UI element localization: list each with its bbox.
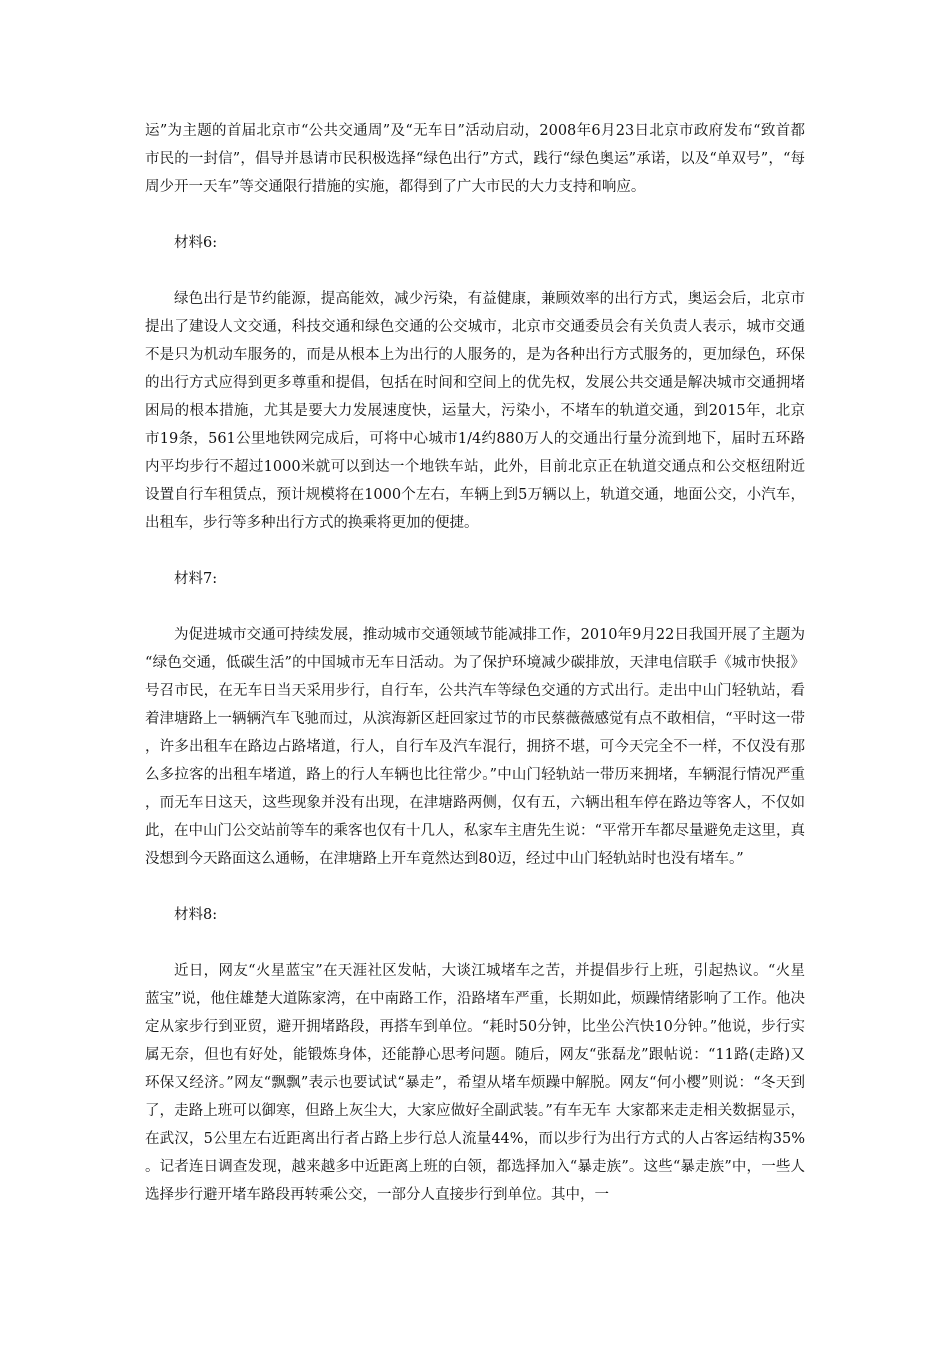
heading-material-7: 材料7: [174, 571, 218, 587]
spacer [145, 593, 805, 621]
document-page [145, 117, 805, 1209]
spacer [145, 929, 805, 957]
spacer [145, 873, 805, 901]
heading-material-8: 材料8: [174, 907, 218, 923]
paragraph-continued: 运”为主题的首届北京市“公共交通周”及“无车日”活动启动，2008年6月23日北京市政府发布“致首都市民的一封信”，倡导并恳请市民积极选择“绿色出行”方式，践行“绿色奥运”承诺，以及“单双号”，“每周少开一天车”等交通限行措施的实施，都得到了广大市民的大力支持和响应。 [145, 123, 805, 195]
paragraph-material-6: 绿色出行是节约能源，提高能效，减少污染，有益健康，兼顾效率的出行方式，奥运会后，北京市提出了建设人文交通，科技交通和绿色交通的公交城市，北京市交通委员会有关负责人表示，城市交通不是只为机动车服务的，而是从根本上为出行的人服务的，是为各种出行方式服务的，更加绿色，环保的出行方式应得到更多尊重和提倡，包括在时间和空间上的优先权，发展公共交通是解决城市交通拥堵困局的根本措施，尤其是要大力发展速度快，运量大，污染小，不堵车的轨道交通，到2015年，北京市19条，561公里地铁网完成后，可将中心城市1/4约880万人的交通出行量分流到地下，届时五环路内平均步行不超过1000米就可以到达一个地铁车站，此外，目前北京正在轨道交通点和公交枢纽附近设置自行车租赁点，预计规模将在1000个左右，车辆上到5万辆以上，轨道交通，地面公交，小汽车，出租车，步行等多种出行方式的换乘将更加的便捷。 [145, 291, 805, 531]
spacer [145, 201, 805, 229]
paragraph-material-7: 为促进城市交通可持续发展，推动城市交通领域节能减排工作，2010年9月22日我国开展了主题为“绿色交通，低碳生活”的中国城市无车日活动。为了保护环境减少碳排放，天津电信联手《城市快报》号召市民，在无车日当天采用步行，自行车，公共汽车等绿色交通的方式出行。走出中山门轻轨站，看着津塘路上一辆辆汽车飞驰而过，从滨海新区赶回家过节的市民蔡薇薇感觉有点不敢相信，“平时这一带，许多出租车在路边占路堵道，行人，自行车及汽车混行，拥挤不堪，可今天完全不一样，不仅没有那么多拉客的出租车堵道，路上的行人车辆也比往常少。”中山门轻轨站一带历来拥堵，车辆混行情况严重，而无车日这天，这些现象并没有出现，在津塘路两侧，仅有五，六辆出租车停在路边等客人，不仅如此，在中山门公交站前等车的乘客也仅有十几人，私家车主唐先生说：“平常开车都尽量避免走这里，真没想到今天路面这么通畅，在津塘路上开车竟然达到80迈，经过中山门轻轨站时也没有堵车。” [145, 627, 805, 867]
spacer [145, 537, 805, 565]
spacer [145, 257, 805, 285]
heading-material-6: 材料6: [174, 235, 218, 251]
paragraph-material-8: 近日，网友“火星蓝宝”在天涯社区发帖，大谈江城堵车之苦，并提倡步行上班，引起热议。“火星蓝宝”说，他住雄楚大道陈家湾，在中南路工作，沿路堵车严重，长期如此，烦躁情绪影响了工作。他决定从家步行到亚贸，避开拥堵路段，再搭车到单位。“耗时50分钟，比坐公汽快10分钟。”他说，步行实属无奈，但也有好处，能锻炼身体，还能静心思考问题。随后，网友“张磊龙”跟帖说：“11路(走路)又环保又经济。”网友“飘飘”表示也要试试“暴走”，希望从堵车烦躁中解脱。网友“何小樱”则说：“冬天到了，走路上班可以御寒，但路上灰尘大，大家应做好全副武装。”有车无车 大家都来走走相关数据显示，在武汉，5公里左右近距离出行者占路上步行总人流量44%，而以步行为出行方式的人占客运结构35%。记者连日调查发现，越来越多中近距离上班的白领，都选择加入“暴走族”。这些“暴走族”中，一些人选择步行避开堵车路段再转乘公交，一部分人直接步行到单位。其中，一 [145, 963, 805, 1203]
